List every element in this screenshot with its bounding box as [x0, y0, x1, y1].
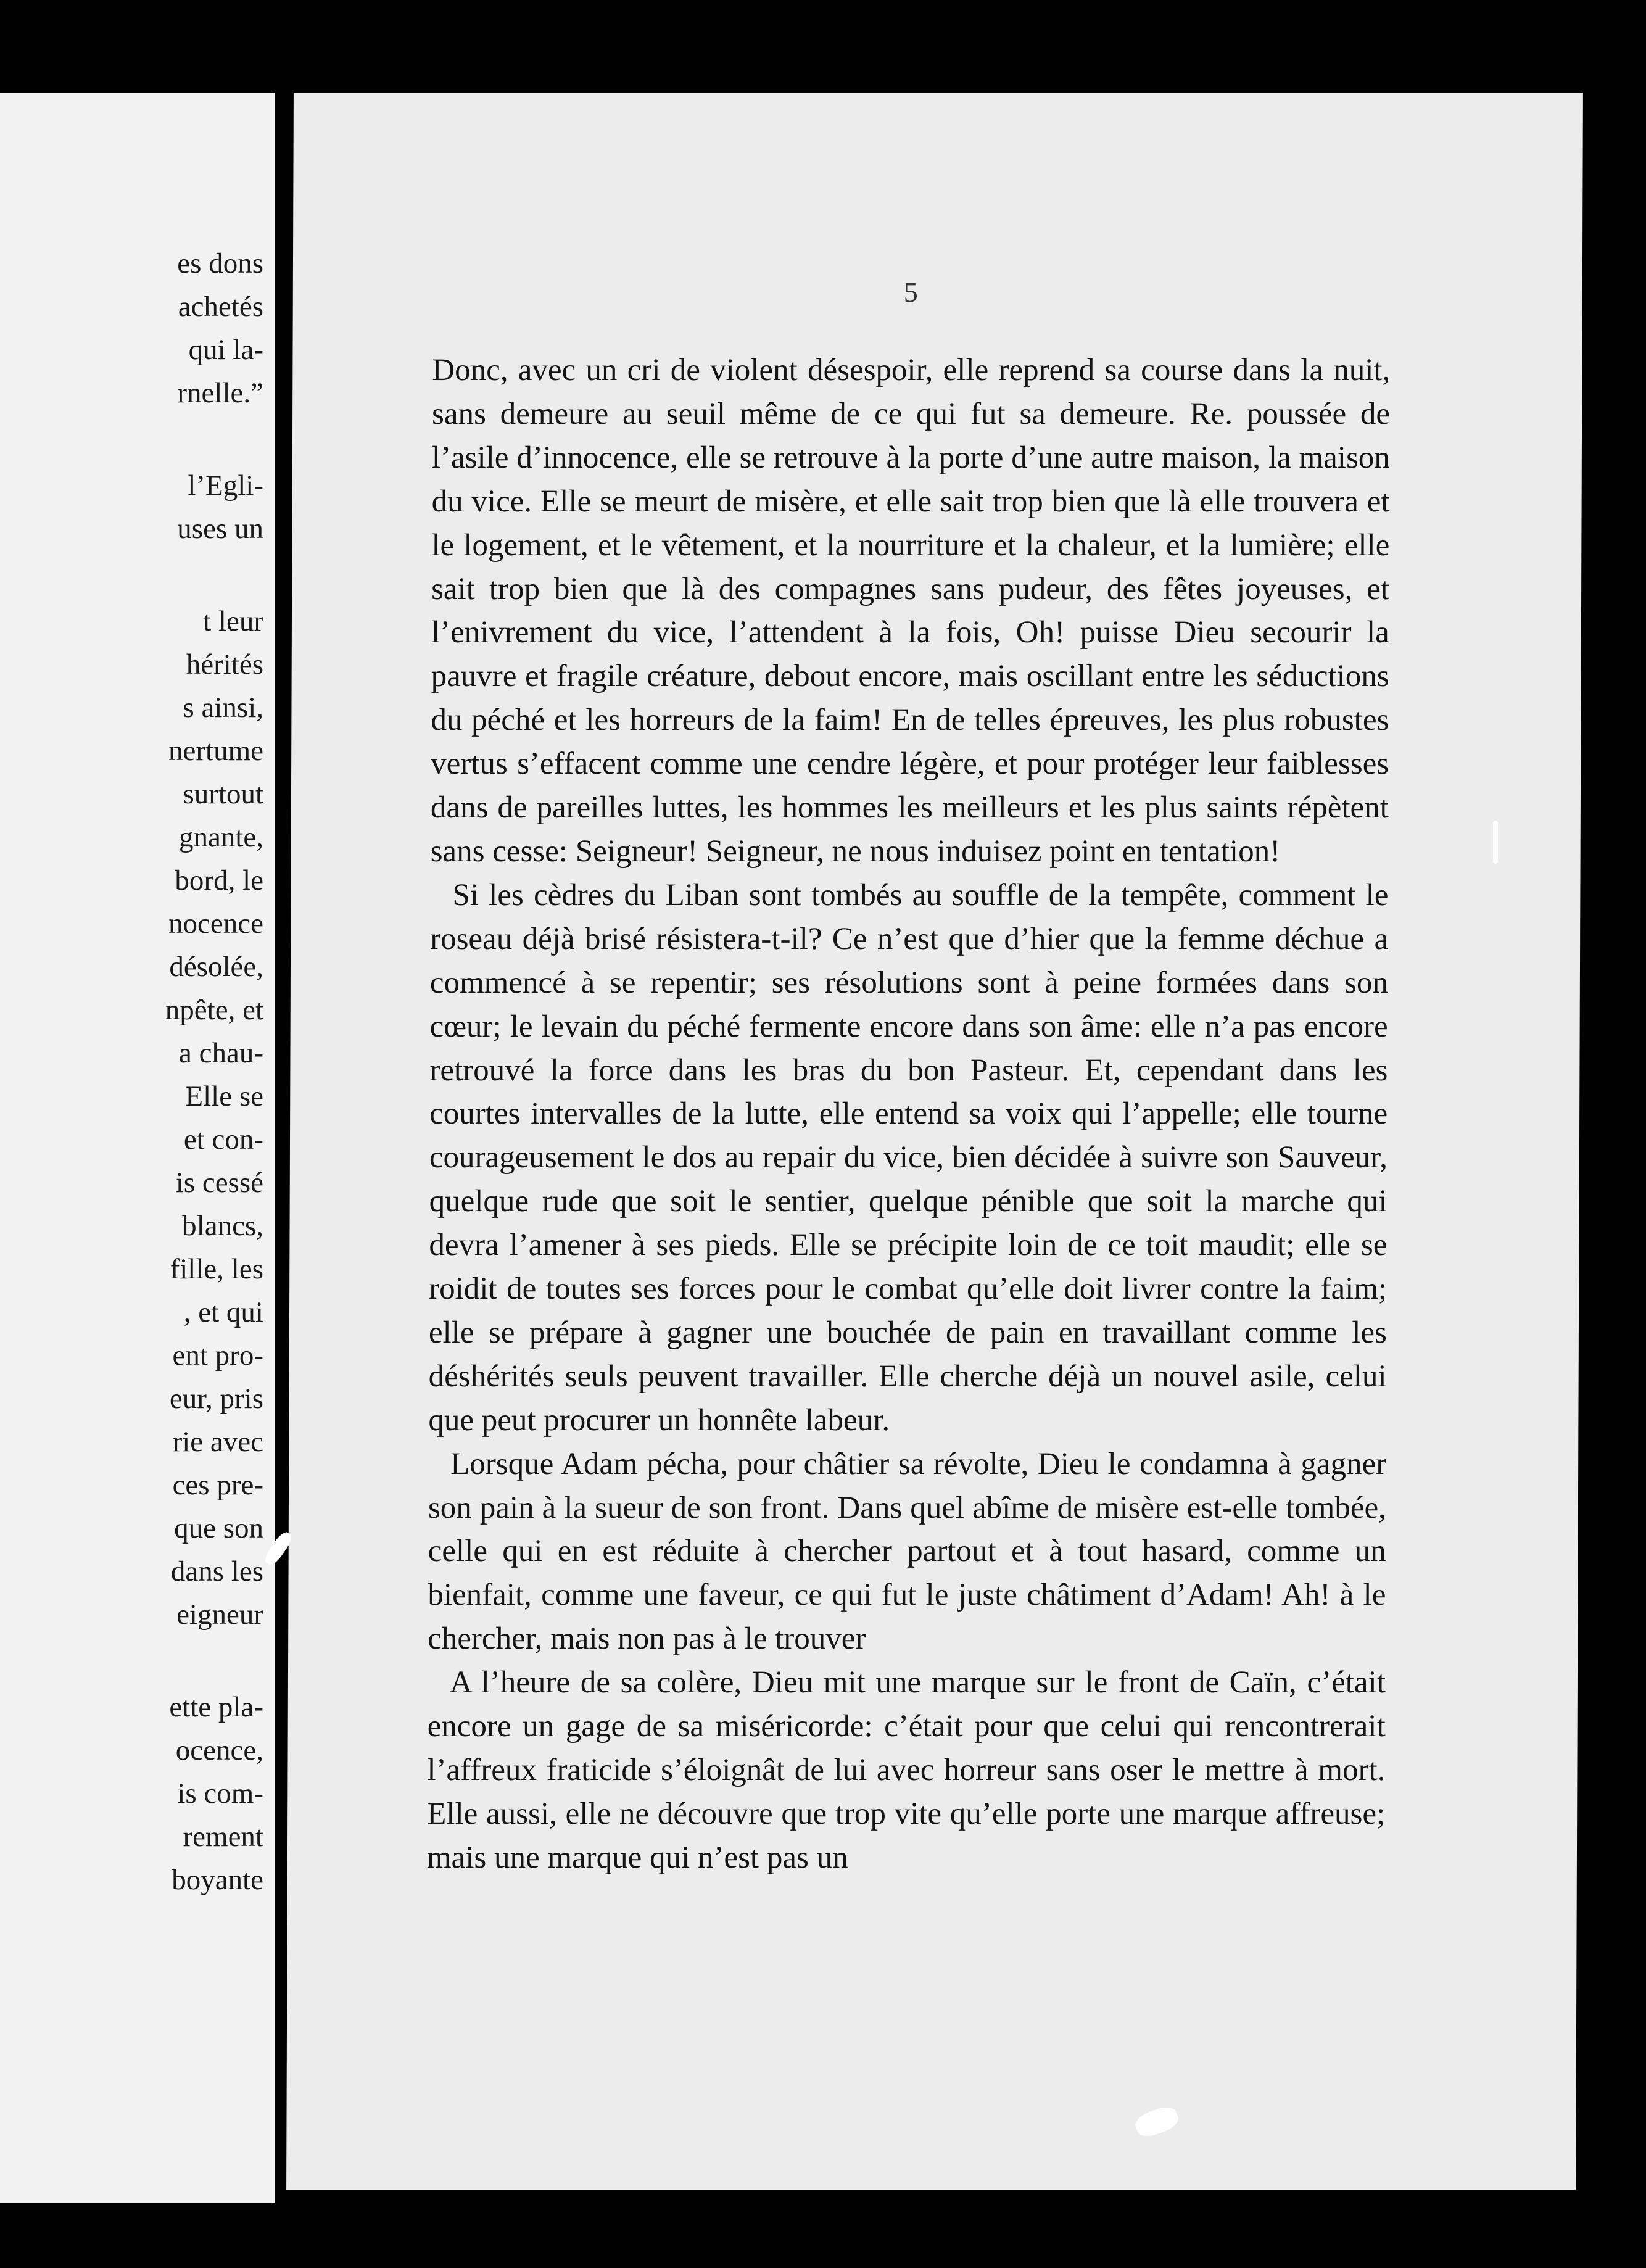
previous-page-line: s ainsi, — [183, 692, 263, 724]
previous-page-line: ocence, — [175, 1734, 263, 1766]
paragraph-2: Si les cèdres du Liban sont tombés au souffle de la tempête, comment le roseau déjà brisé résistera-t-il? Ce n’est que d’hier que la femme déchue a commencé à se repentir; ses résolutions sont à peine formées dans son cœur; le levain du péché fermente encore dans son âme: elle n’a pas encore retrouvé la force dans les bras du bon Pasteur. Et, cependant dans les courtes intervalles de la lutte, elle entend sa voix qui l’appelle; elle tourne courageusement le dos au repair du vice, bien décidée à suivre son Sauveur, quelque rude que soit le sentier, quelque pénible que soit la marche qui devra l’amener à ses pieds. Elle se précipite loin de ce toit maudit; elle se roidit de toutes ses forces pour le combat qu’elle doit livrer contre la faim; elle se prépare à gagner une bouchée de pain en travaillant comme les déshérités seuls peuvent travailler. Elle cherche déjà un nouvel asile, celui que peut procurer un honnête labeur. — [428, 877, 1389, 1438]
previous-page-line: boyante — [172, 1864, 263, 1896]
previous-page-line: gnante, — [178, 821, 263, 853]
page-body — [427, 349, 1391, 1880]
previous-page-line: ette pla- — [169, 1691, 263, 1723]
previous-page-line: Elle se — [185, 1080, 263, 1112]
previous-page-line: is cessé — [175, 1167, 263, 1199]
previous-page-line: et con- — [183, 1124, 263, 1156]
previous-page-line: ces pre- — [172, 1469, 263, 1501]
previous-page-line: achetés — [178, 291, 263, 323]
previous-page-line: is com- — [177, 1778, 263, 1810]
previous-page-line: nocence — [168, 908, 263, 940]
previous-page-line: a chau- — [179, 1037, 263, 1069]
previous-page-line: surtout — [183, 778, 263, 810]
scan-speck — [1493, 821, 1498, 864]
previous-page-line: fille, les — [170, 1253, 263, 1285]
previous-page-line: eur, pris — [169, 1383, 263, 1415]
previous-page-line: hérités — [186, 648, 263, 681]
previous-page-line: rie avec — [172, 1426, 263, 1458]
page-number: 5 — [903, 276, 918, 308]
document-page — [286, 93, 1583, 2190]
previous-page-line: l’Egli- — [188, 470, 263, 502]
previous-page-line: uses un — [177, 513, 263, 545]
previous-page-line: que son — [174, 1512, 263, 1544]
previous-page-line: rement — [183, 1821, 263, 1853]
paragraph-4: A l’heure de sa colère, Dieu mit une marque sur le front de Caïn, c’était encore un gage de sa miséricorde: c’était pour que celui qui rencontrerait l’affreux fraticide s’éloignât de lui avec horreur sans oser le mettre à mort. Elle aussi, elle ne découvre que trop vite qu’elle porte une marque affreuse; mais une marque qui n’est pas un — [426, 1665, 1386, 1875]
previous-page-line: ent pro- — [172, 1339, 263, 1372]
previous-page-line: blancs, — [182, 1210, 263, 1242]
previous-page-line: npête, et — [165, 994, 263, 1026]
previous-page-line: , et qui — [183, 1296, 263, 1328]
paragraph-3: Lorsque Adam pécha, pour châtier sa révolte, Dieu le condamna à gagner son pain à la sueur de son front. Dans quel abîme de misère est-elle tombée, celle qui en est réduite à chercher partout et à tout hasard, comme un bienfait, comme une faveur, ce qui fut le juste châtiment d’Adam! Ah! à le chercher, mais non pas à le trouver — [428, 1446, 1387, 1657]
previous-page-line: nertume — [168, 735, 263, 767]
previous-page-line: désolée, — [169, 951, 263, 983]
previous-page-line: es dons — [177, 247, 263, 279]
previous-page-line: bord, le — [175, 864, 263, 896]
previous-page-line: eigneur — [176, 1599, 263, 1631]
previous-page-fragment — [0, 93, 275, 2203]
paragraph-1: Donc, avec un cri de violent désespoir, elle reprend sa course dans la nuit, sans demeure au seuil même de ce qui fut sa demeure. Re. poussée de l’asile d’innocence, elle se retrouve à la porte d’une autre maison, la maison du vice. Elle se meurt de misère, et elle sait trop bien que là elle trouvera et le logement, et le vêtement, et la nourriture et la chaleur, et la lumière; elle sait trop bien que là des compagnes sans pudeur, des fêtes joyeuses, et l’enivrement du vice, l’attendent à la fois, Oh! puisse Dieu secourir la pauvre et fragile créature, debout encore, mais oscillant entre les séductions du péché et les horreurs de la faim! En de telles épreuves, les plus robustes vertus s’effacent comme une cendre légère, et pour protéger leur faiblesses dans de pareilles luttes, les hommes les meilleurs et les plus saints répètent sans cesse: Seigneur! Seigneur, ne nous induisez point en tentation! — [430, 353, 1391, 869]
previous-page-line: rnelle.” — [177, 377, 263, 409]
previous-page-line: dans les — [170, 1555, 263, 1587]
previous-page-line: qui la- — [188, 334, 263, 366]
previous-page-line: t leur — [203, 605, 263, 637]
